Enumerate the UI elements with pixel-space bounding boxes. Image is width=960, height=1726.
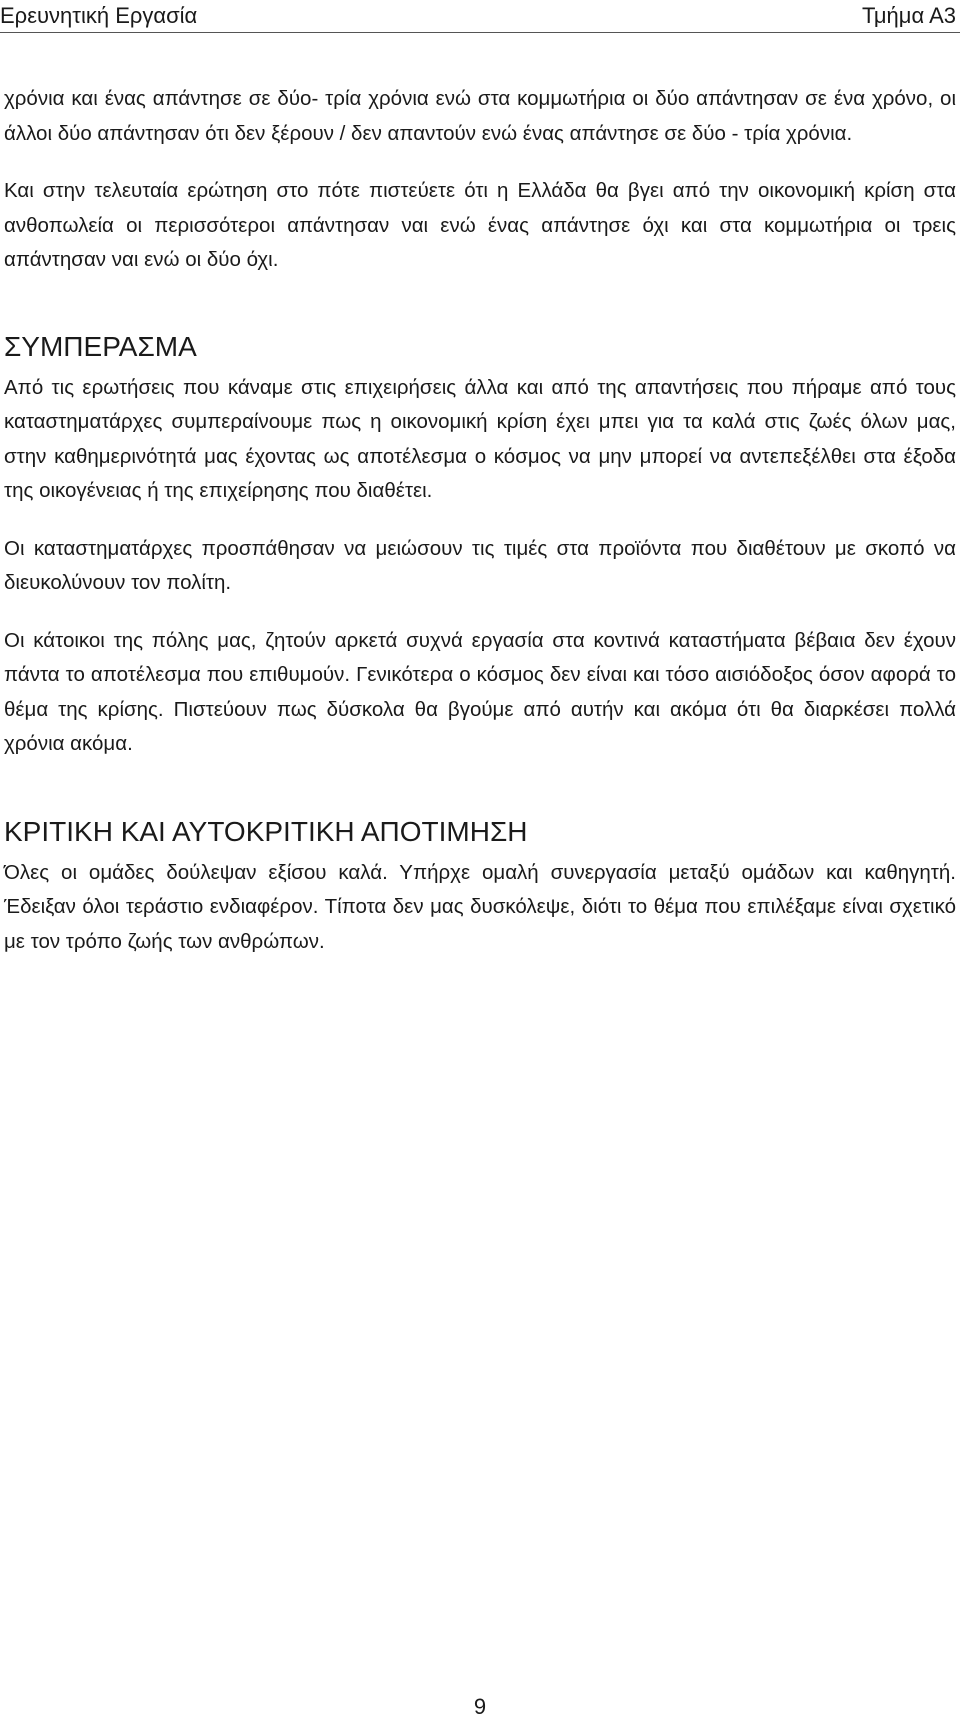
paragraph-critique-1: Όλες οι ομάδες δούλεψαν εξίσου καλά. Υπήρχε ομαλή συνεργασία μεταξύ ομάδων και καθηγητή. Έδειξαν όλοι τεράστιο ενδιαφέρον. Τίποτα δεν μας δυσκόλεψε, διότι το θέμα που επιλέξαμε είναι σχετικό με τον τρόπο ζωής των ανθρώπων. bbox=[4, 860, 956, 953]
document-body bbox=[4, 82, 956, 959]
paragraph-last-question: Και στην τελευταία ερώτηση στο πότε πιστεύετε ότι η Ελλάδα θα βγει από την οικονομική κρίση στα ανθοπωλεία οι περισσότεροι απάντησαν ναι ενώ ένας απάντησε όχι και στα κομμωτήρια οι τρεις απάντησαν ναι ενώ οι δύο όχι. bbox=[4, 179, 956, 271]
header-class-label: Τμήμα Α3 bbox=[862, 3, 956, 28]
section-heading-conclusion: ΣΥΜΠΕΡΑΣΜΑ bbox=[4, 330, 197, 362]
section-heading-critique: ΚΡΙΤΙΚΗ ΚΑΙ ΑΥΤΟΚΡΙΤΙΚΗ ΑΠΟΤΙΜΗΣΗ bbox=[4, 815, 528, 847]
paragraph-conclusion-3: Οι κάτοικοι της πόλης μας, ζητούν αρκετά συχνά εργασία στα κοντινά καταστήματα βέβαια δεν έχουν πάντα το αποτέλεσμα που επιθυμούν. Γενικότερα ο κόσμος δεν είναι και τόσο αισιόδοξος όσον αφορά το θέμα της κρίσης. Πιστεύουν πως δύσκολα θα βγούμε από αυτήν και ακόμα ότι θα διαρκέσει πολλά χρόνια ακόμα. bbox=[4, 628, 956, 755]
paragraph-conclusion-2: Οι καταστηματάρχες προσπάθησαν να μειώσουν τις τιμές στα προϊόντα που διαθέτουν με σκοπό να διευκολύνουν τον πολίτη. bbox=[4, 536, 956, 594]
page-header bbox=[0, 0, 960, 33]
paragraph-conclusion-1: Από τις ερωτήσεις που κάναμε στις επιχειρήσεις άλλα και από της απαντήσεις που πήραμε από τους καταστηματάρχες συμπεραίνουμε πως η οικονομική κρίση έχει μπει για τα καλά στις ζωές όλων μας, στην καθημερινότητά μας έχοντας ως αποτέλεσμα ο κόσμος να μην μπορεί να αντεπεξέλθει στα έξοδα της οικογένειας ή της επιχείρησης που διαθέτει. bbox=[4, 375, 956, 502]
paragraph-continued: χρόνια και ένας απάντησε σε δύο- τρία χρόνια ενώ στα κομμωτήρια οι δύο απάντησαν σε ένα χρόνο, οι άλλοι δύο απάντησαν ότι δεν ξέρουν / δεν απαντούν ενώ ένας απάντησε σε δύο - τρία χρόνια. bbox=[4, 87, 956, 145]
page-number: 9 bbox=[473, 1694, 487, 1719]
header-document-title: Ερευνητική Εργασία bbox=[0, 3, 198, 28]
